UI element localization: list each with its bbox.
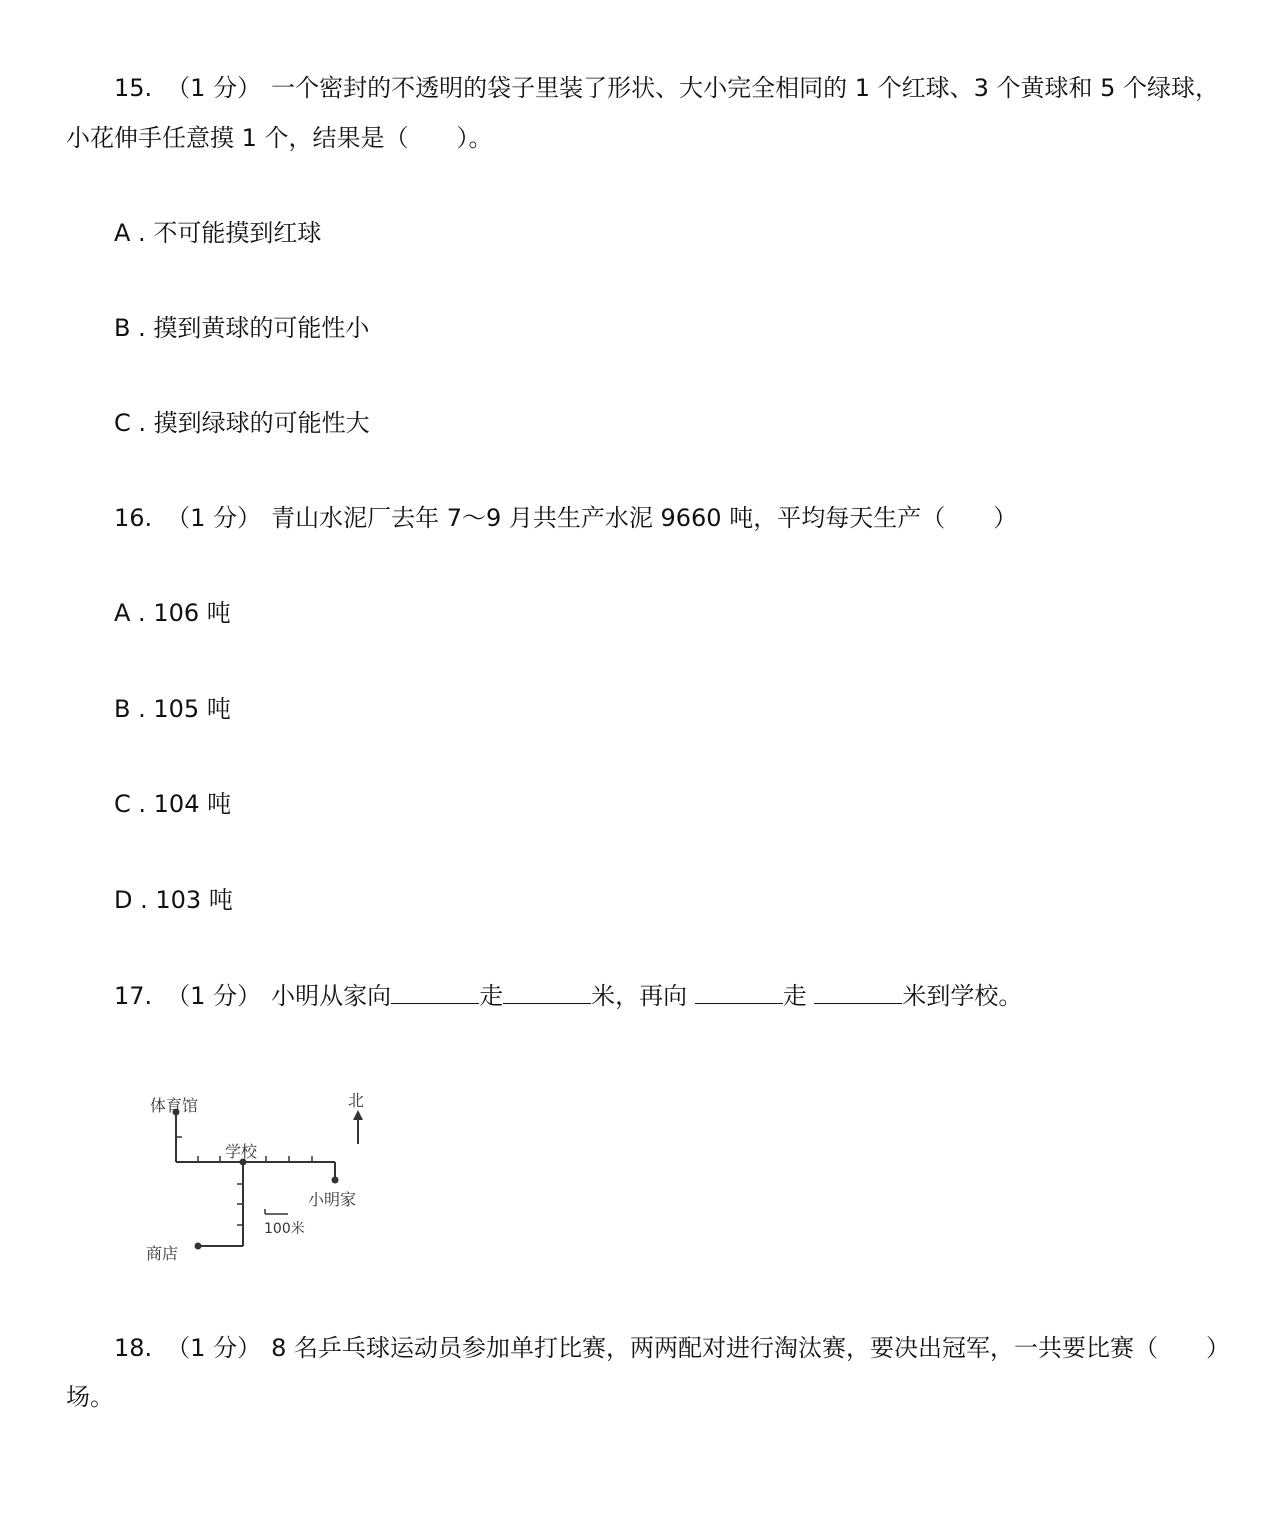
q17-seg1: 小明从家向 bbox=[271, 982, 392, 1010]
q17-seg2: 走 bbox=[479, 982, 504, 1010]
option-text: 104 吨 bbox=[153, 790, 232, 818]
option-text: 摸到绿球的可能性大 bbox=[153, 409, 370, 437]
q18-score: （1 分） bbox=[166, 1334, 262, 1362]
answer-blank-3[interactable] bbox=[695, 981, 783, 1004]
q16-option-c[interactable] bbox=[114, 788, 231, 820]
map-dot-shop bbox=[195, 1243, 202, 1250]
option-text: 106 吨 bbox=[153, 599, 231, 627]
map-label-gym: 体育馆 bbox=[150, 1096, 199, 1115]
q17-seg5: 米到学校。 bbox=[902, 982, 1023, 1010]
q15-option-b[interactable] bbox=[114, 312, 369, 344]
option-label: A . bbox=[114, 599, 146, 627]
q15-number: 15. bbox=[114, 74, 153, 102]
q18-text-line1: 8 名乒乓球运动员参加单打比赛，两两配对进行淘汰赛，要决出冠军，一共要比赛（ ） bbox=[271, 1334, 1230, 1362]
option-label: B . bbox=[114, 314, 146, 342]
q16-score: （1 分） bbox=[166, 504, 262, 532]
q17-seg3: 米，再向 bbox=[591, 982, 695, 1010]
map-label-home: 小明家 bbox=[308, 1190, 357, 1209]
q16-text: 青山水泥厂去年 7～9 月共生产水泥 9660 吨，平均每天生产（ ） bbox=[271, 504, 1018, 532]
q18-text-line2: 场。 bbox=[66, 1383, 114, 1411]
q15-score: （1 分） bbox=[166, 74, 262, 102]
map-label-north: 北 bbox=[348, 1091, 365, 1110]
option-text: 不可能摸到红球 bbox=[153, 219, 322, 247]
q17-stem bbox=[114, 980, 1022, 1012]
q15-option-a[interactable] bbox=[114, 217, 321, 249]
q15-stem-line1 bbox=[114, 72, 1219, 104]
option-text: 摸到黄球的可能性小 bbox=[153, 314, 370, 342]
q15-text-line1: 一个密封的不透明的袋子里装了形状、大小完全相同的 1 个红球、3 个黄球和 5 个绿球， bbox=[271, 74, 1220, 102]
q18-stem-line2 bbox=[66, 1381, 114, 1413]
map-label-shop: 商店 bbox=[146, 1244, 179, 1263]
q17-number: 17. bbox=[114, 982, 153, 1010]
option-text: 103 吨 bbox=[155, 886, 233, 914]
q17-seg4: 走 bbox=[782, 982, 815, 1010]
q16-option-a[interactable] bbox=[114, 597, 231, 629]
map-label-school: 学校 bbox=[225, 1142, 258, 1161]
q17-map-diagram bbox=[140, 1082, 390, 1272]
option-label: A . bbox=[114, 219, 146, 247]
q16-number: 16. bbox=[114, 504, 153, 532]
north-arrowhead-icon bbox=[353, 1110, 363, 1120]
map-dot-home bbox=[332, 1177, 339, 1184]
option-text: 105 吨 bbox=[153, 695, 231, 723]
answer-blank-1[interactable] bbox=[391, 981, 479, 1004]
option-label: B . bbox=[114, 695, 146, 723]
q18-number: 18. bbox=[114, 1334, 153, 1362]
q15-text-line2: 小花伸手任意摸 1 个，结果是（ ）。 bbox=[66, 124, 493, 152]
q17-score: （1 分） bbox=[166, 982, 262, 1010]
answer-blank-4[interactable] bbox=[814, 981, 902, 1004]
q16-stem bbox=[114, 502, 1017, 534]
q15-stem-line2 bbox=[66, 122, 493, 154]
map-label-scale: 100米 bbox=[264, 1221, 305, 1237]
answer-blank-2[interactable] bbox=[503, 981, 591, 1004]
q18-stem-line1 bbox=[114, 1332, 1230, 1364]
q15-option-c[interactable] bbox=[114, 407, 370, 439]
q16-option-d[interactable] bbox=[114, 884, 233, 916]
option-label: C . bbox=[114, 790, 147, 818]
option-label: C . bbox=[114, 409, 147, 437]
option-label: D . bbox=[114, 886, 148, 914]
q16-option-b[interactable] bbox=[114, 693, 231, 725]
